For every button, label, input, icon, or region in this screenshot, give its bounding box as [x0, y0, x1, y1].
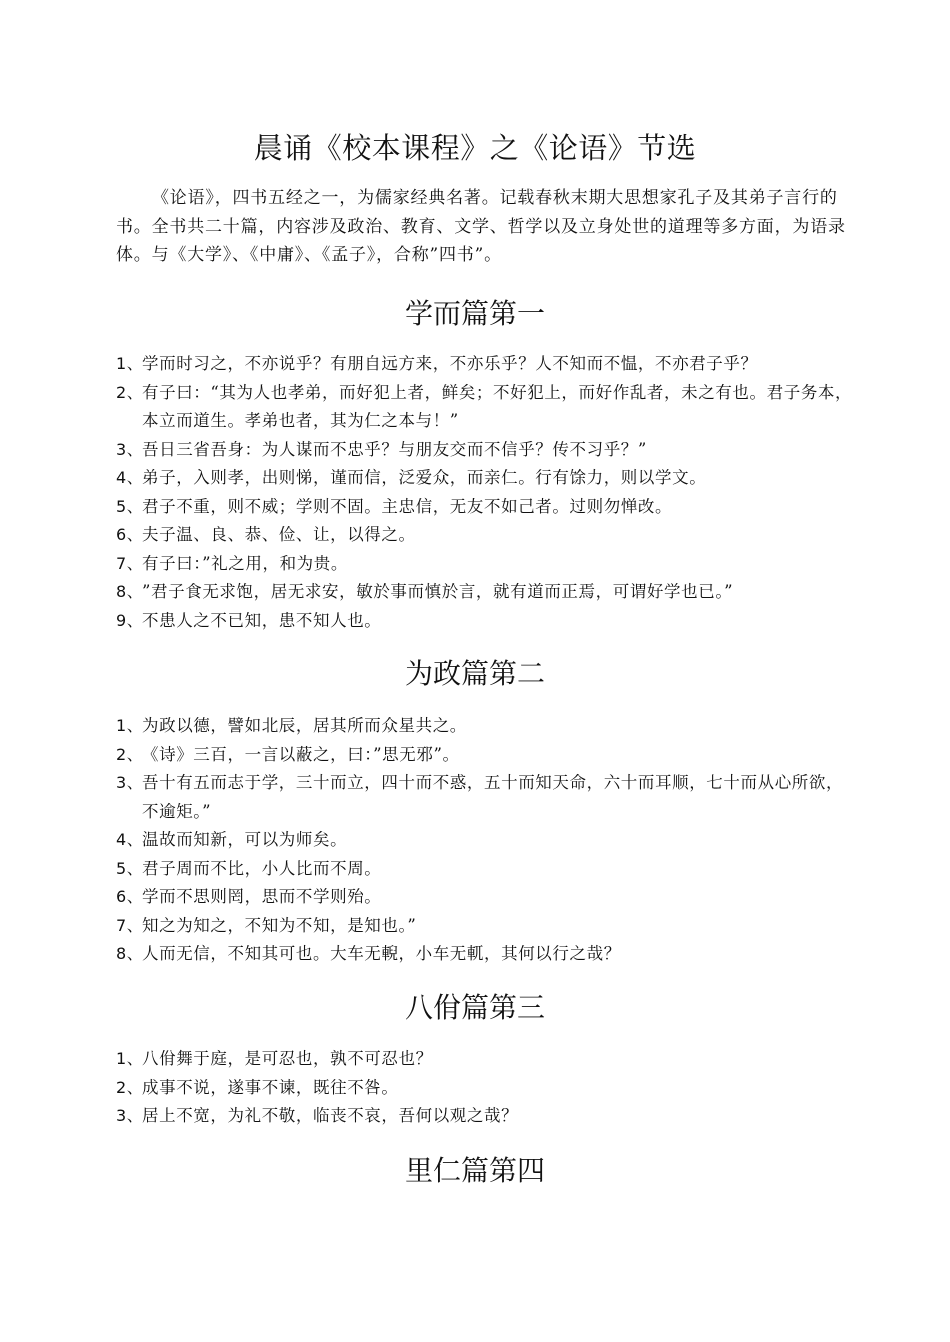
list-item	[116, 712, 856, 741]
list-item	[116, 578, 856, 607]
item-number: 6、	[116, 525, 144, 544]
item-text: 吾日三省吾身：为人谋而不忠乎？与朋友交而不信乎？传不习乎？”	[142, 439, 647, 459]
intro-paragraph: 《论语》，四书五经之一，为儒家经典名著。记载春秋末期大思想家孔子及其弟子言行的书。全书共二十篇，内容涉及政治、教育、文学、哲学以及立身处世的道理等多方面，为语录体。与《大学》、《中庸》、《孟子》，合称”四书”。	[116, 188, 846, 265]
item-text: 夫子温、良、恭、俭、让，以得之。	[142, 525, 416, 544]
list-item	[116, 350, 856, 379]
item-number: 8、	[116, 944, 144, 963]
list-item	[116, 607, 856, 636]
item-number: 2、	[116, 1077, 144, 1097]
item-number: 5、	[116, 496, 144, 516]
list-item	[116, 464, 856, 493]
section-list	[116, 712, 856, 969]
list-item	[116, 493, 856, 522]
section-heading: 为政篇第二	[404, 657, 545, 690]
item-text: 《诗》三百，一言以蔽之，曰：”思无邪”。	[142, 744, 460, 764]
section-heading: 八佾篇第三	[404, 991, 545, 1024]
item-number: 1、	[116, 716, 144, 735]
item-text: 弟子，入则孝，出则悌，谨而信，泛爱众，而亲仁。行有馀力，则以学文。	[142, 468, 707, 487]
item-text: 知之为知之，不知为不知，是知也。”	[142, 915, 417, 935]
item-number: 8、	[116, 582, 144, 601]
item-number: 3、	[116, 1106, 144, 1125]
item-number: 7、	[116, 553, 144, 573]
item-number: 1、	[116, 1049, 144, 1068]
item-text: 学而时习之，不亦说乎？有朋自远方来，不亦乐乎？人不知而不愠，不亦君子乎？	[142, 354, 758, 373]
list-item	[116, 769, 856, 826]
list-item	[116, 883, 856, 912]
item-text: 人而无信，不知其可也。大车无輗，小车无軏，其何以行之哉？	[142, 944, 621, 963]
item-number: 2、	[116, 744, 144, 764]
item-text: 八佾舞于庭，是可忍也，孰不可忍也？	[142, 1049, 433, 1068]
item-text: 温故而知新，可以为师矣。	[142, 830, 348, 849]
list-item	[116, 436, 856, 465]
section-list	[116, 1045, 856, 1131]
list-item	[116, 940, 856, 969]
list-item	[116, 1102, 856, 1131]
document-title: 晨诵《校本课程》之《论语》节选	[253, 131, 697, 165]
list-item	[116, 912, 856, 941]
list-item	[116, 1045, 856, 1074]
item-number: 1、	[116, 354, 144, 373]
item-text: 有子曰：”礼之用，和为贵。	[142, 553, 348, 573]
item-number: 4、	[116, 468, 144, 487]
item-text: 为政以德，譬如北辰，居其所而众星共之。	[142, 716, 467, 735]
list-item	[116, 379, 856, 436]
item-text: 成事不说，遂事不谏，既往不咎。	[142, 1077, 399, 1097]
item-number: 7、	[116, 915, 144, 935]
item-text: 吾十有五而志于学，三十而立，四十而不惑，五十而知天命，六十而耳顺，七十而从心所欲，不逾矩。”	[142, 773, 844, 821]
list-item	[116, 550, 856, 579]
item-text: 不患人之不已知，患不知人也。	[142, 610, 382, 630]
item-number: 2、	[116, 382, 144, 402]
section-heading: 学而篇第一	[404, 297, 545, 330]
item-text: 学而不思则罔，思而不学则殆。	[142, 887, 382, 906]
item-number: 5、	[116, 858, 144, 878]
item-text: 君子周而不比，小人比而不周。	[142, 858, 382, 878]
list-item	[116, 855, 856, 884]
item-number: 3、	[116, 439, 144, 459]
section-list	[116, 350, 856, 635]
list-item	[116, 741, 856, 770]
item-text: 有子曰：“其为人也孝弟，而好犯上者，鲜矣；不好犯上，而好作乱者，未之有也。君子务本，本立而道生。孝弟也者，其为仁之本与！”	[142, 382, 853, 430]
section-heading: 里仁篇第四	[404, 1154, 545, 1187]
item-number: 3、	[116, 773, 144, 792]
list-item	[116, 521, 856, 550]
item-text: 君子不重，则不威；学则不固。主忠信，无友不如己者。过则勿惮改。	[142, 496, 673, 516]
item-number: 9、	[116, 610, 144, 630]
item-text: ”君子食无求饱，居无求安，敏於事而慎於言，就有道而正焉，可谓好学也已。”	[142, 582, 734, 601]
item-text: 居上不宽，为礼不敬，临丧不哀，吾何以观之哉？	[142, 1106, 519, 1125]
list-item	[116, 826, 856, 855]
list-item	[116, 1074, 856, 1103]
item-number: 4、	[116, 830, 144, 849]
item-number: 6、	[116, 887, 144, 906]
